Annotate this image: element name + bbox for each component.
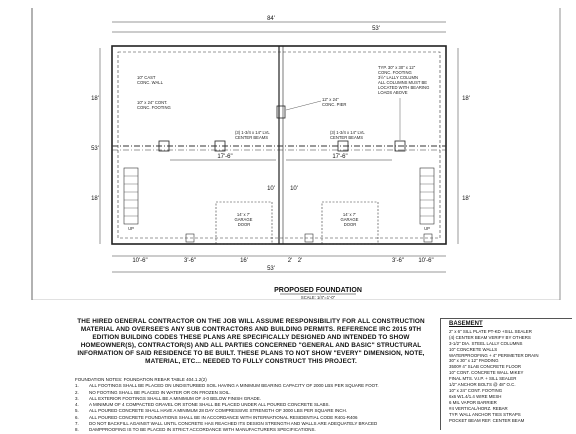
dim-top-right: 53' xyxy=(372,26,380,32)
basement-line: 2" x 6" SILL PLATE PT-KD +SILL SEALER xyxy=(449,328,532,334)
foundation-notes-header: FOUNDATION NOTES: FOUNDATION REBAR TABLE 404.1.2(2) xyxy=(75,377,207,382)
basement-line: 6x6 W1.4/1.4 WIRE MESH xyxy=(449,393,502,399)
dim-mid-right: 10' xyxy=(290,186,298,192)
basement-line: 10" CONT. CONCRETE WALL MIKEY xyxy=(449,370,524,376)
beam-callout-right: (3) 1-3/4 x 14" LVL CENTER BEAMS xyxy=(330,130,365,140)
note-item: 8. DAMPPROOFING IS TO BE PLACED IN STRICT ACCORDANCE WITH MANUFACTURERS SPECIFICATIONS. xyxy=(75,427,316,433)
dim-bottom-5: 2' xyxy=(297,258,303,264)
dim-bottom-2: 3'-6" xyxy=(184,258,196,264)
note-item: 3. ALL EXTERIOR FOOTINGS SHALL BE A MINIMUM OF 4-0 BELOW FINISH GRADE. xyxy=(75,395,261,401)
basement-line: 3500# 4" SLAB CONCRETE FLOOR xyxy=(449,364,522,370)
note-item: 6. ALL POURED CONCRETE FOUNDATIONS SHALL BE IN ACCORDANCE WITH INTERNATIONAL RESIDENTIAL CODE R401-R406 xyxy=(75,414,358,420)
basement-line: 3-1/2" DIA. STEEL LALLY COLUMNS xyxy=(449,340,523,346)
dim-right-top: 18' xyxy=(462,96,470,102)
garage-door-right-label: 14' x 7' GARAGE DOOR xyxy=(340,212,359,227)
garage-door-left-label: 14' x 7' GARAGE DOOR xyxy=(234,212,253,227)
dim-bottom-3: 16' xyxy=(240,258,248,264)
concrete-pier xyxy=(277,106,285,118)
basement-line: FINAL MTS. V.I.P. + SILL SEALER xyxy=(449,376,517,382)
basement-line: (4) CENTER BEAM VERIFY BY OTHERS xyxy=(449,334,531,340)
basement-line: 10" CONCRETE WALLS xyxy=(449,346,498,352)
dim-overall-bottom: 53' xyxy=(267,266,275,272)
dim-bottom-6: 3'-6" xyxy=(392,258,404,264)
basement-schedule xyxy=(440,318,572,430)
dim-left-top: 18' xyxy=(91,96,99,102)
basement-line: POCKET BEAM REF. CENTER BEAM xyxy=(449,417,525,423)
basement-line: 1/2" ANCHOR BOLTS @ 48" O.C. xyxy=(449,382,516,388)
stair-left xyxy=(124,168,138,224)
note-item: 2. NO FOOTING SHALL BE PLACED IN WATER OR ON FROZEN SOIL. xyxy=(75,389,231,395)
pier-leader xyxy=(286,101,321,110)
dim-overall-top: 84' xyxy=(267,16,275,22)
dim-bottom-7: 10'-6" xyxy=(418,258,434,264)
foundation-notes xyxy=(75,377,427,434)
stair-up-left: UP xyxy=(128,226,134,231)
beam-callout-left: (3) 1-3/4 x 14" LVL CENTER BEAMS xyxy=(235,130,270,140)
dim-span-right: 17'-6" xyxy=(332,154,348,160)
basement-line: TYP. WALL ANCHOR TIES STRAPS xyxy=(449,411,521,417)
basement-line: 30" x 30" x 12" PADDING xyxy=(449,358,499,364)
basement-line: WATERPROOFING + 4" PERIMETER DRAIN xyxy=(449,352,539,358)
dim-left-lower: 18' xyxy=(91,196,99,202)
note-item: 5. ALL POURED CONCRETE SHALL HAVE A MINIMUM 28 DAY COMPRESSIVE STRENGTH OF 3000 LBS PER SQUARE INCH. xyxy=(75,408,347,414)
basement-line: 6 MIL VAPOR BARRIER xyxy=(449,399,497,405)
note-item: 7. DO NOT BACKFILL AGAINST WALL UNTIL CONCRETE HAS REACHED ITS DESIGN STRENGTH AND WALLS ARE ADEQUATELY BRACED xyxy=(75,421,378,427)
contractor-notice: THE HIRED GENERAL CONTRACTOR ON THE JOB WILL ASSUME RESPONSIBILITY FOR ALL CONSTRUCTION MATERIAL AND OVERSEE'S ANY SUB CONTRACTORS AND BUILDING PERMITS. REFERENCE IRC 2015 9TH EDITION BUILDING CODES THESE PLANS ARE SPECIFICALLY DESIGNED AND INTENDED TO SHOW HOMEOWNER(S), CONTRACTOR(S) AND ALL PARTIES CONCERNED "GENERAL AND BASIC" STRUCTURAL INFORMATION OF SAID RESIDENCE TO BE BUILT. THESE PLANS TO NOT SHOW "EVERY" DIMENSION, NOTE, MATERIAL, ETC... NEEDED TO FULLY CONSTRUCT THIS PROJECT. xyxy=(77,318,425,366)
basement-title: BASEMENT xyxy=(449,321,483,327)
plan-scale: SCALE: 1/4"=1'-0" xyxy=(300,295,336,300)
basement-line: 10" x 24" CONT. FOOTING xyxy=(449,387,503,393)
wall-callout: 10" CAST CONC. WALL xyxy=(137,75,163,85)
column-callout: TYP. 30" x 30" x 12" CONC. FOOTING 3½" LALLY COLUMN ALL COLUMNS MUST BE LOCATED WITH BEARING LOADS ABOVE xyxy=(378,65,430,95)
dim-mid-left: 10' xyxy=(267,186,275,192)
stair-up-right: UP xyxy=(424,226,430,231)
note-item: 1. ALL FOOTINGS SHALL BE PLACED ON UNDISTURBED SOIL HAVING A MINIMUM BEARING CAPACITY OF 2000 LBS PER SQUARE FOOT. xyxy=(75,383,379,389)
footing-callout: 10" x 24" CONT. CONC. FOOTING xyxy=(137,100,171,110)
dim-bottom-1: 10'-6" xyxy=(132,258,148,264)
dim-left-mid: 53' xyxy=(91,146,99,152)
dim-bottom-4: 2' xyxy=(287,258,293,264)
note-item: 4. A MINIMUM OF 4 COMPACTED GRAVEL OR STONE SHALL BE PLACED UNDER ALL POURED CONCRETE SLABS. xyxy=(75,402,330,408)
plan-title: PROPOSED FOUNDATION xyxy=(274,287,362,294)
dim-span-left: 17'-6" xyxy=(217,154,233,160)
dim-right-lower: 18' xyxy=(462,196,470,202)
basement-line: #4 VERTICAL/HORZ. REBAR xyxy=(449,405,508,411)
stair-right xyxy=(420,168,434,224)
pier-callout: 12" x 24" CONC. PIER xyxy=(322,97,347,107)
